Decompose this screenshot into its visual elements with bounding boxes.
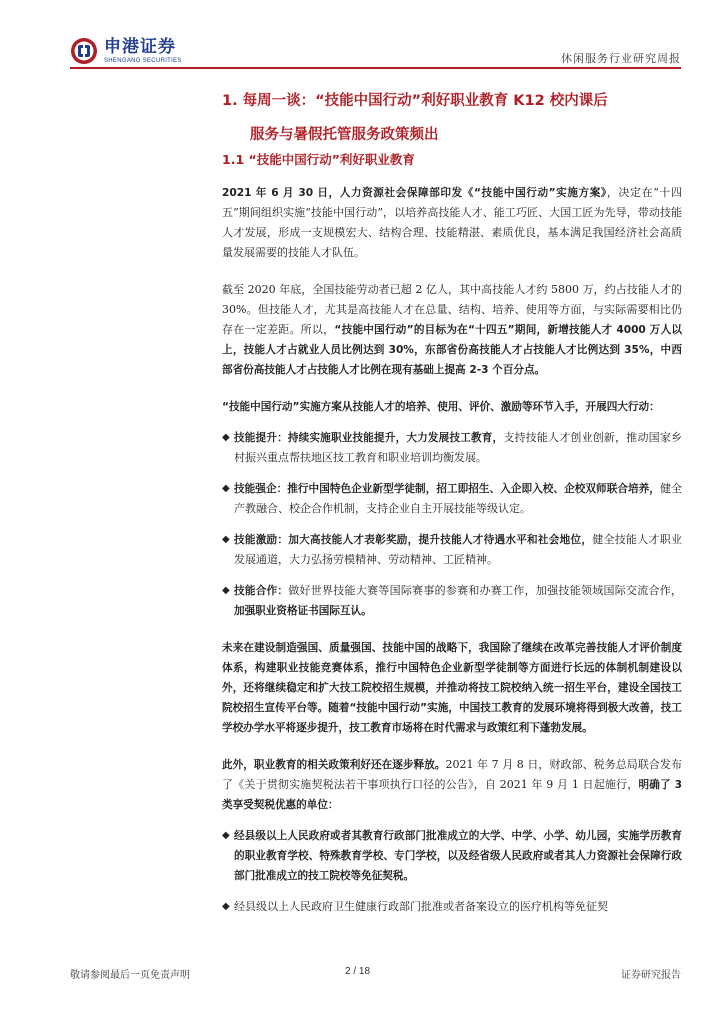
deed-tax-bold-tail: 明确了 3 类享受契税优惠的单位：: [222, 779, 683, 811]
skill-targets-bold: “技能中国行动”的目标为在“十四五”期间，新增技能人才 4000 万人以上，技能人才占就业人员比例达到 30%，东部省份高技能人才占技能人才比例达到 35%，中西部省份高技能人才占技能人才比例在现有基础上提高 2-3 个百分点。: [222, 324, 682, 376]
bullet-diamond-icon: ◆: [222, 432, 230, 443]
four-actions-intro-bold: “技能中国行动”实施方案从技能人才的培养、使用、评价、激励等环节入手，开展四大行动：: [222, 401, 660, 413]
paragraph-four-actions-intro: [222, 397, 682, 417]
bullet-diamond-icon: ◆: [222, 830, 230, 841]
deed-tax-text: 2021 年 7 月 8 日，财政部、税务总局联合发布了《关于贯彻实施契税法若干事项执行口径的公告》，自 2021 年 9 月 1 日起施行，: [222, 758, 682, 791]
action-bold: 技能激励：加大高技能人才表彰奖励，提升技能人才待遇水平和社会地位，: [234, 534, 593, 546]
bullet-diamond-icon: ◆: [222, 585, 230, 596]
logo-chinese-name: 申港证券: [104, 36, 176, 57]
list-item: [222, 530, 682, 570]
header-divider: [70, 67, 681, 69]
action-bold: 技能强企：推行中国特色企业新型学徒制，招工即招生、入企即入校、企校双师联合培养，: [234, 483, 660, 495]
paragraph-future-outlook: [222, 638, 682, 738]
page-header: [0, 0, 724, 75]
footer-doc-type: 证券研究报告: [621, 970, 681, 981]
logo-english-name: SHENGANG SECURITIES: [104, 57, 182, 64]
list-item: [222, 428, 682, 468]
paragraph-skill-targets: [222, 280, 682, 380]
bullet-diamond-icon: ◆: [222, 901, 230, 912]
action-text: 健全技能人才职业发展通道，大力弘扬劳模精神、劳动精神、工匠精神。: [234, 533, 683, 566]
four-actions-list: [222, 428, 682, 621]
report-body: [222, 183, 682, 928]
list-item: [222, 826, 682, 886]
bullet-diamond-icon: ◆: [222, 534, 230, 545]
page-number: 2 / 18: [345, 966, 371, 977]
action-bold: 技能合作：: [234, 585, 289, 597]
action-bold: 技能提升：持续实施职业技能提升，大力发展技工教育，: [234, 432, 504, 444]
tax-exempt-units-list: [222, 826, 682, 917]
policy-release-text: ，决定在“十四五”期间组织实施“技能中国行动”，以培养高技能人才、能工巧匠、大国工匠为先导，带动技能人才发展，形成一支规模宏大、结构合理、技能精湛、素质优良，基本满足我国经济社会高质量发展需要的技能人才队伍。: [222, 186, 683, 259]
list-item: [222, 897, 682, 917]
paragraph-policy-release: [222, 183, 682, 263]
action-bold-tail: 加强职业资格证书国际互认。: [234, 605, 372, 617]
action-text: 支持技能人才创业创新，推动国家乡村振兴重点帮扶地区技工教育和职业培训均衡发展。: [234, 431, 683, 464]
section-heading-1-line1: 1. 每周一谈：“技能中国行动”利好职业教育 K12 校内课后: [222, 93, 608, 109]
list-item: [222, 479, 682, 519]
future-outlook-bold: 未来在建设制造强国、质量强国、技能中国的战略下，我国除了继续在改革完善技能人才评价制度体系，构建职业技能竞赛体系，推行中国特色企业新型学徒制等方面进行长远的体制机制建设以外，还将继续稳定和扩大技工院校招生规模，并推动将技工院校纳入统一招生平台，建设全国技工院校招生宣传平台等。随着“技能中国行动”实施，中国技工教育的发展环境将得到极大改善，技工学校办学水平将逐步提升，技工教育市场将在时代需求与政策红利下蓬勃发展。: [222, 642, 682, 734]
unit-text: 经县级以上人民政府卫生健康行政部门批准或者备案设立的医疗机构等免征契: [234, 900, 608, 913]
shengang-logo-icon: [70, 37, 98, 65]
list-item: [222, 581, 682, 621]
section-heading-1: [222, 84, 692, 152]
footer-disclaimer: 敬请参阅最后一页免责声明: [70, 970, 190, 981]
action-text: 健全产教融合、校企合作机制，支持企业自主开展技能等级认定。: [234, 482, 683, 515]
bullet-diamond-icon: ◆: [222, 483, 230, 494]
deed-tax-bold-lead: 此外，职业教育的相关政策利好还在逐步释放。: [222, 759, 446, 771]
report-type: 休闲服务行业研究周报: [561, 52, 681, 65]
section-heading-1-line2: 服务与暑假托管服务政策频出: [250, 127, 439, 143]
unit-bold: 经县级以上人民政府或者其教育行政部门批准成立的大学、中学、小学、幼儿园，实施学历教育的职业教育学校、特殊教育学校、专门学校，以及经省级人民政府或者其人力资源社会保障行政部门批准成立的技工院校等免征契税。: [234, 830, 682, 882]
policy-release-bold: 2021 年 6 月 30 日，人力资源社会保障部印发《“技能中国行动”实施方案》: [222, 187, 607, 199]
company-logo: [70, 34, 182, 68]
skill-targets-text: 截至 2020 年底，全国技能劳动者已超 2 亿人，其中高技能人才约 5800 万，约占技能人才的 30%。但技能人才，尤其是高技能人才在总量、结构、培养、使用等方面，与实际需要相比仍存在一定差距。所以，: [222, 283, 682, 336]
section-heading-2: 1.1 “技能中国行动”利好职业教育: [222, 152, 415, 167]
action-text: 做好世界技能大赛等国际赛事的参赛和办赛工作，加强技能领域国际交流合作，: [288, 584, 683, 597]
paragraph-deed-tax: [222, 755, 682, 815]
